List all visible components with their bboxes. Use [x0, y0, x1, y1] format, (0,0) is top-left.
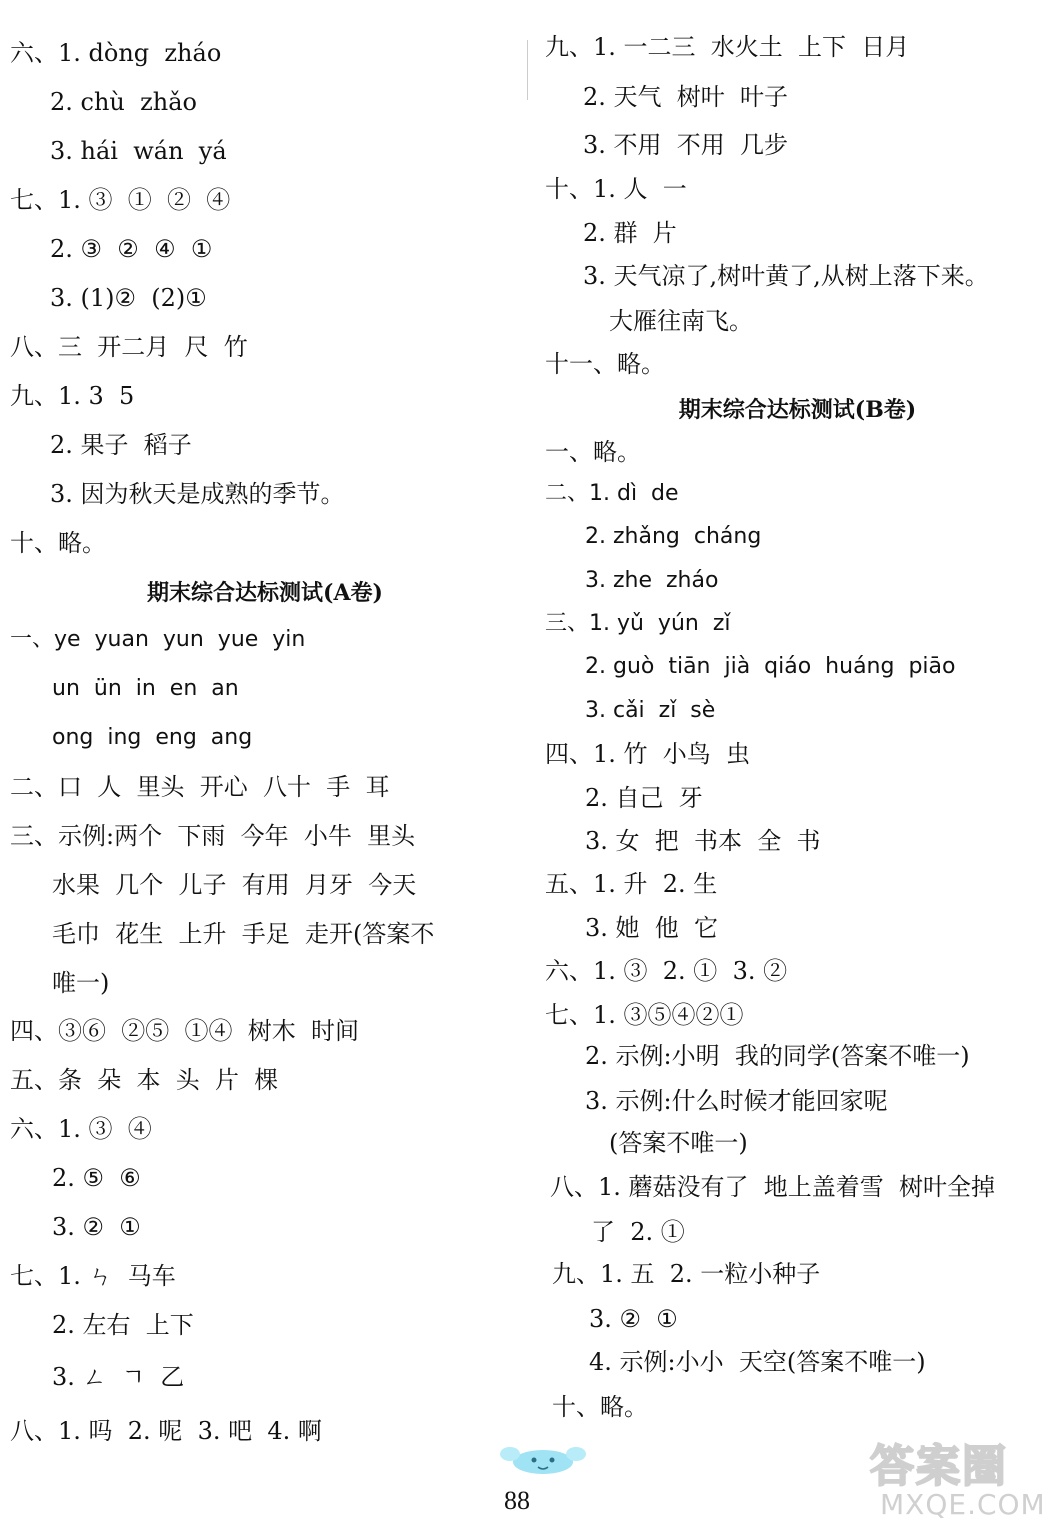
answer-line: 三、示例:两个 下雨 今年 小牛 里头 — [10, 822, 416, 850]
section-heading-a: 期末综合达标测试(A卷) — [147, 580, 383, 606]
answer-line: 二、1. dì de — [545, 481, 679, 506]
answer-line: 三、1. yǔ yún zǐ — [545, 611, 731, 636]
watermark-logo — [870, 1430, 1050, 1530]
answer-line: 2. zhǎng cháng — [585, 524, 762, 549]
answer-line: 2. chù zhǎo — [50, 88, 197, 116]
answer-line: 九、1. 一二三 水火土 上下 日月 — [545, 33, 910, 61]
answer-line: 唯一) — [52, 969, 110, 997]
answer-line: 十、略。 — [10, 529, 106, 557]
answer-line: 2. guò tiān jià qiáo huáng piāo — [585, 654, 956, 679]
answer-line: 2. ③ ② ④ ① — [50, 235, 213, 263]
answer-line: 2. 果子 稻子 — [50, 431, 192, 459]
answer-line: 六、1. dòng zháo — [10, 39, 222, 67]
answer-line: 十一、略。 — [545, 350, 665, 378]
answer-line: 3. 示例:什么时候才能回家呢 — [585, 1087, 888, 1115]
answer-line: 4. 示例:小小 天空(答案不唯一) — [589, 1348, 926, 1376]
answer-line: 毛巾 花生 上升 手足 走开(答案不 — [52, 920, 435, 948]
answer-line: 2. 天气 树叶 叶子 — [583, 83, 789, 111]
answer-line: ong ing eng ang — [52, 725, 253, 750]
answer-line: 2. ⑤ ⑥ — [52, 1164, 141, 1192]
watermark-url: MXQE.COM — [880, 1488, 1046, 1521]
answer-line: 五、条 朵 本 头 片 棵 — [10, 1066, 279, 1094]
answer-line: 3. 因为秋天是成熟的季节。 — [50, 480, 345, 508]
answer-line: 3. 天气凉了,树叶黄了,从树上落下来。 — [583, 262, 989, 290]
page-number: 88 — [504, 1486, 530, 1515]
answer-line: 八、三 开二月 尺 竹 — [10, 333, 248, 361]
answer-line: 九、1. 五 2. 一粒小种子 — [552, 1260, 821, 1288]
answer-line: 四、1. 竹 小鸟 虫 — [545, 740, 751, 768]
answer-line: 3. ㄥ ㄱ 乙 — [52, 1363, 185, 1391]
answer-line: 九、1. 3 5 — [10, 382, 135, 410]
answer-line: un ün in en an — [52, 676, 239, 701]
answer-line: 八、1. 蘑菇没有了 地上盖着雪 树叶全掉 — [550, 1173, 996, 1201]
answer-line: (答案不唯一) — [609, 1129, 748, 1157]
answer-line: 七、1. ㄣ 马车 — [10, 1262, 176, 1290]
answer-line: 3. hái wán yá — [50, 137, 227, 165]
answer-line: 八、1. 吗 2. 呢 3. 吧 4. 啊 — [10, 1417, 322, 1445]
answer-line: 六、1. ③ 2. ① 3. ② — [545, 957, 788, 985]
answer-line: 七、1. ③ ① ② ④ — [10, 186, 231, 214]
answer-line: 3. ② ① — [52, 1213, 141, 1241]
answer-line: 四、③⑥ ②⑤ ①④ 树木 时间 — [10, 1017, 360, 1045]
answer-line: 3. 女 把 书本 全 书 — [585, 827, 821, 855]
answer-line: 2. 群 片 — [583, 219, 677, 247]
answer-line: 二、口 人 里头 开心 八十 手 耳 — [10, 773, 390, 801]
answer-line: 3. (1)② (2)① — [50, 284, 207, 312]
watermark-text: 答案圈 — [870, 1441, 1008, 1492]
answer-line: 3. zhe zháo — [585, 568, 719, 593]
answer-line: 2. 示例:小明 我的同学(答案不唯一) — [585, 1042, 970, 1070]
answer-line: 2. 自己 牙 — [585, 784, 703, 812]
answer-line: 十、1. 人 一 — [545, 175, 687, 203]
answer-line: 3. 不用 不用 几步 — [583, 131, 789, 159]
mascot-decoration-icon — [498, 1440, 588, 1476]
answer-line: 五、1. 升 2. 生 — [545, 870, 718, 898]
answer-line: 七、1. ③⑤④②① — [545, 1001, 744, 1029]
answer-line: 大雁往南飞。 — [609, 307, 753, 335]
answer-line: 2. 左右 上下 — [52, 1311, 194, 1339]
answer-line: 十、略。 — [552, 1393, 648, 1421]
answer-line: 了 2. ① — [591, 1218, 685, 1246]
answer-line: 水果 几个 儿子 有用 月牙 今天 — [52, 871, 417, 899]
answer-line: 3. ② ① — [589, 1305, 678, 1333]
answer-line: 3. cǎi zǐ sè — [585, 698, 716, 723]
section-heading-b: 期末综合达标测试(B卷) — [678, 397, 917, 423]
answer-line: 3. 她 他 它 — [585, 914, 719, 942]
answer-line: 一、ye yuan yun yue yin — [10, 627, 306, 652]
column-divider — [527, 40, 528, 100]
answer-line: 六、1. ③ ④ — [10, 1115, 152, 1143]
answer-line: 一、略。 — [545, 438, 641, 466]
